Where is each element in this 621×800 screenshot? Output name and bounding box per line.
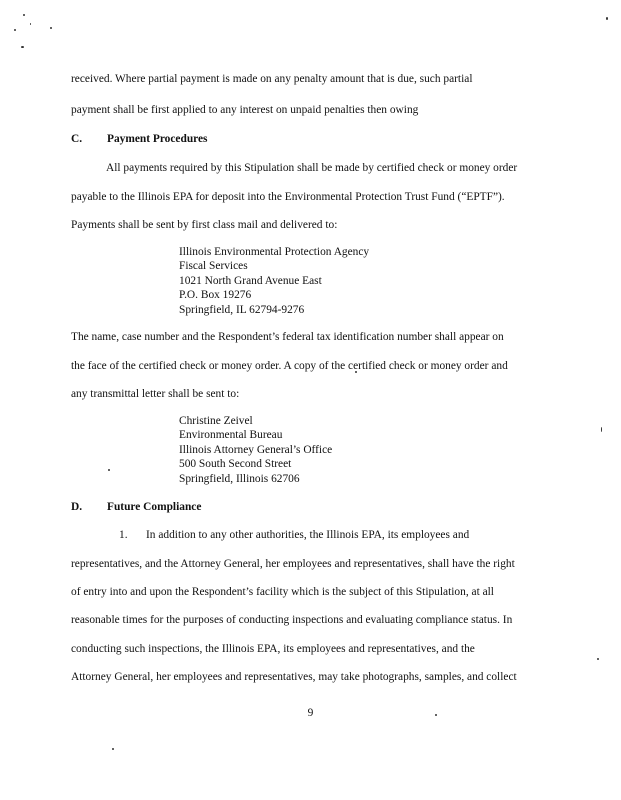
scan-speck bbox=[23, 14, 25, 16]
address-block-epa bbox=[179, 245, 369, 317]
scan-speck bbox=[30, 23, 31, 25]
address-line: Environmental Bureau bbox=[179, 429, 283, 442]
body-text-line: payable to the Illinois EPA for deposit into the Environmental Protection Trust Fund (“EPTF”). bbox=[71, 191, 505, 203]
section-title: Payment Procedures bbox=[107, 133, 208, 145]
body-text-line: of entry into and upon the Respondent’s facility which is the subject of this Stipulation, at all bbox=[71, 586, 494, 598]
scan-speck bbox=[108, 469, 110, 471]
scan-speck bbox=[21, 46, 24, 48]
body-text-line: reasonable times for the purposes of conducting inspections and evaluating compliance status. In bbox=[71, 614, 513, 626]
address-line: Springfield, Illinois 62706 bbox=[179, 472, 300, 485]
body-text-line: payment shall be first applied to any interest on unpaid penalties then owing bbox=[71, 104, 419, 116]
body-text-line: representatives, and the Attorney General, her employees and representatives, shall have the right bbox=[71, 558, 515, 570]
address-line: 500 South Second Street bbox=[179, 458, 292, 471]
scan-speck bbox=[50, 27, 52, 29]
body-text-line: All payments required by this Stipulation shall be made by certified check or money order bbox=[106, 162, 518, 174]
section-letter: C. bbox=[71, 133, 83, 145]
numbered-paragraph-start bbox=[119, 529, 469, 541]
scan-speck bbox=[597, 658, 599, 660]
address-line: Illinois Environmental Protection Agency bbox=[179, 246, 370, 258]
section-heading-c bbox=[71, 133, 208, 145]
body-text-line: Attorney General, her employees and representatives, may take photographs, samples, and collect bbox=[71, 671, 517, 683]
page-number: 9 bbox=[307, 707, 314, 719]
body-text-line: conducting such inspections, the Illinois EPA, its employees and representatives, and the bbox=[71, 643, 475, 655]
body-text-line: received. Where partial payment is made on any penalty amount that is due, such partial bbox=[71, 73, 473, 85]
section-letter: D. bbox=[71, 501, 83, 513]
body-text-line: The name, case number and the Respondent’s federal tax identification number shall appear on bbox=[71, 331, 504, 343]
section-heading-d bbox=[71, 501, 201, 513]
body-text: In addition to any other authorities, the Illinois EPA, its employees and bbox=[146, 529, 470, 541]
address-line: Illinois Attorney General’s Office bbox=[179, 443, 333, 456]
scan-speck bbox=[601, 427, 602, 432]
scan-speck bbox=[606, 17, 608, 20]
address-line: Springfield, IL 62794-9276 bbox=[179, 303, 305, 316]
body-text-line: the face of the certified check or money order. A copy of the certified check or money order and bbox=[71, 360, 508, 372]
body-text-line: any transmittal letter shall be sent to: bbox=[71, 388, 240, 400]
address-line: Fiscal Services bbox=[179, 260, 248, 273]
scan-speck bbox=[112, 748, 114, 750]
section-title: Future Compliance bbox=[107, 501, 202, 513]
body-text-line: Payments shall be sent by first class mail and delivered to: bbox=[71, 219, 338, 231]
address-line: 1021 North Grand Avenue East bbox=[179, 274, 322, 287]
paragraph-number: 1. bbox=[119, 529, 128, 541]
address-line: Christine Zeivel bbox=[179, 415, 253, 427]
address-line: P.O. Box 19276 bbox=[179, 289, 252, 302]
address-block-ag bbox=[179, 414, 332, 486]
scan-speck bbox=[14, 29, 16, 31]
